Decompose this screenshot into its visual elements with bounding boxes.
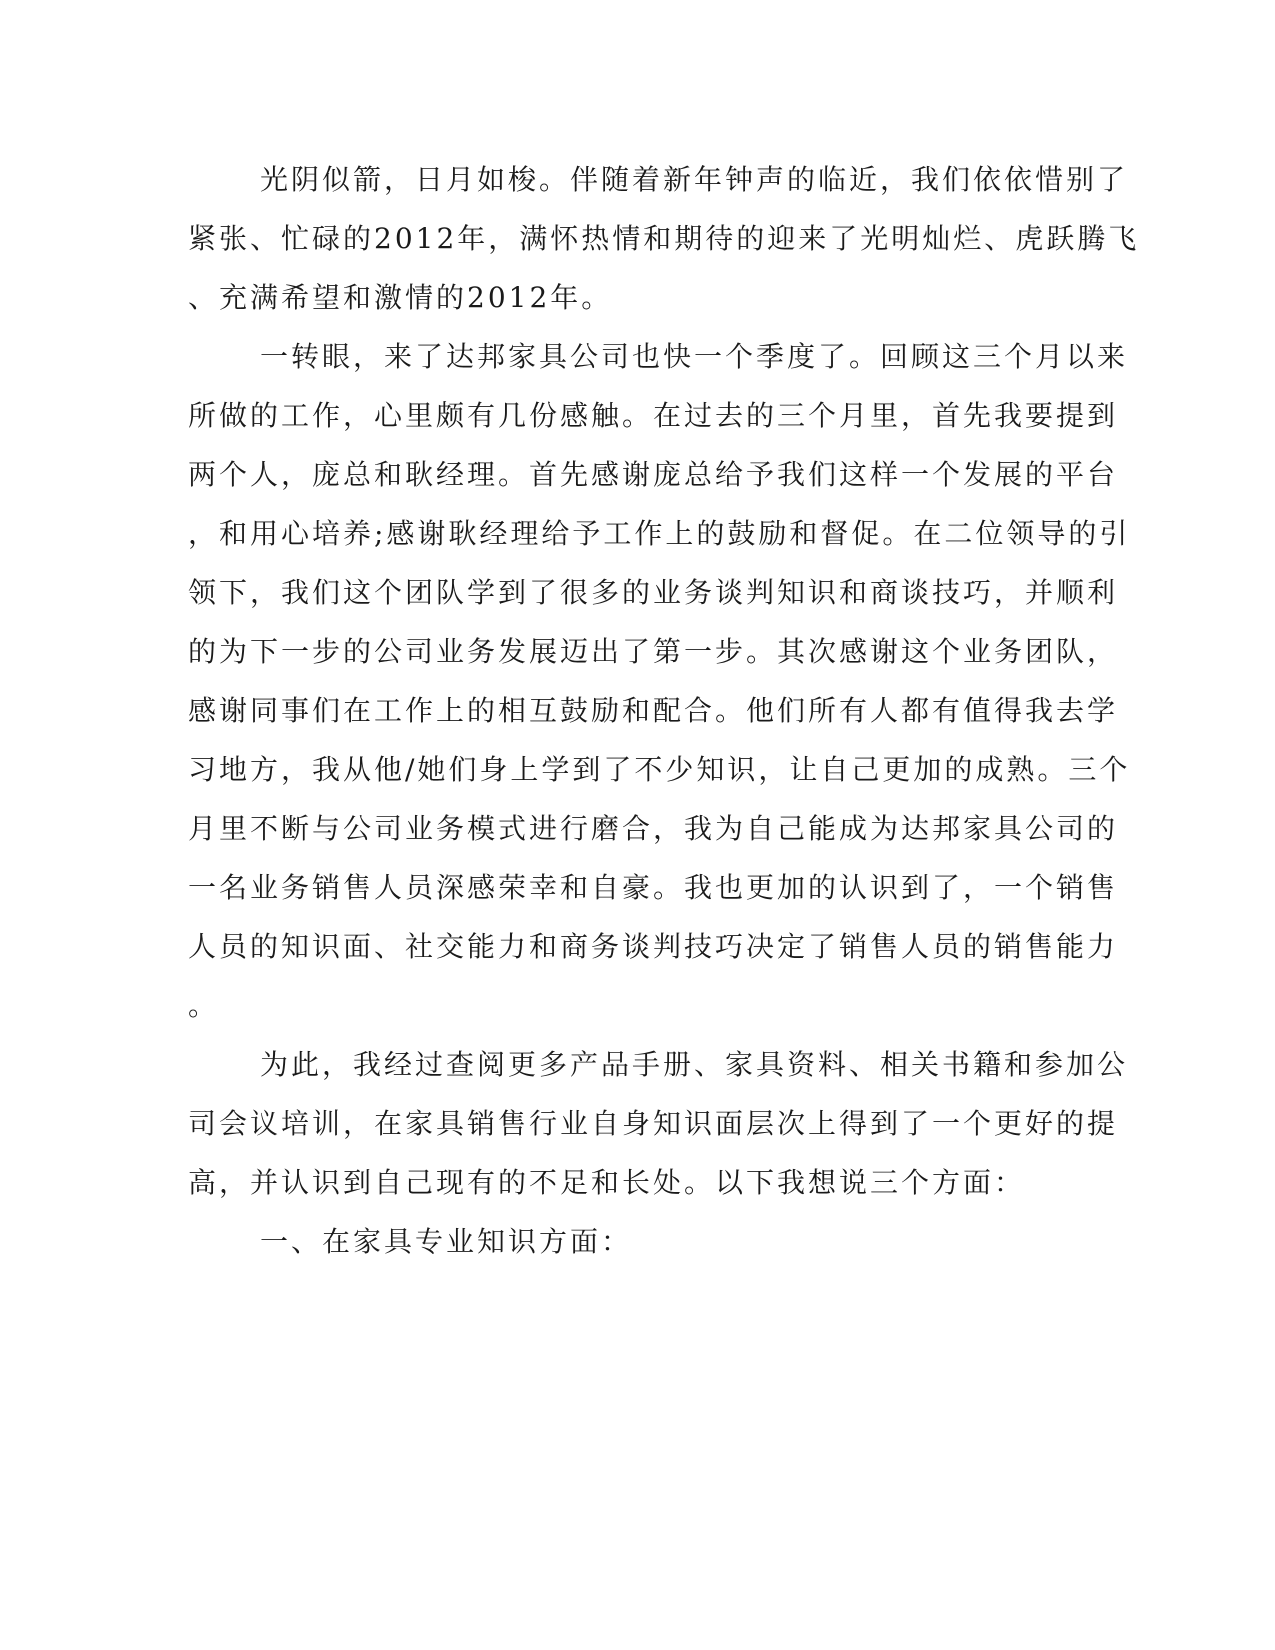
paragraph-2-line-6: 的为下一步的公司业务发展迈出了第一步。其次感谢这个业务团队， <box>188 635 1119 668</box>
paragraph-2-line-4: ，和用心培养;感谢耿经理给予工作上的鼓励和督促。在二位领导的引 <box>188 517 1131 550</box>
paragraph-2-line-10: 一名业务销售人员深感荣幸和自豪。我也更加的认识到了，一个销售 <box>188 871 1119 904</box>
paragraph-2-line-7: 感谢同事们在工作上的相互鼓励和配合。他们所有人都有值得我去学 <box>188 694 1119 727</box>
paragraph-1-line-1: 光阴似箭，日月如梭。伴随着新年钟声的临近，我们依依惜别了 <box>260 163 1129 196</box>
paragraph-3-line-2: 司会议培训，在家具销售行业自身知识面层次上得到了一个更好的提 <box>188 1107 1119 1140</box>
paragraph-2-line-12: 。 <box>188 989 220 1022</box>
paragraph-2-line-3: 两个人，庞总和耿经理。首先感谢庞总给予我们这样一个发展的平台 <box>188 458 1119 491</box>
section-heading-1: 一、在家具专业知识方面： <box>260 1225 633 1258</box>
paragraph-1-line-3: 、充满希望和激情的2012年。 <box>188 281 613 314</box>
paragraph-3-line-3: 高，并认识到自己现有的不足和长处。以下我想说三个方面： <box>188 1166 1026 1199</box>
paragraph-2-line-9: 月里不断与公司业务模式进行磨合，我为自己能成为达邦家具公司的 <box>188 812 1119 845</box>
paragraph-2-line-1: 一转眼，来了达邦家具公司也快一个季度了。回顾这三个月以来 <box>260 340 1129 373</box>
paragraph-2-line-8: 习地方，我从他/她们身上学到了不少知识，让自己更加的成熟。三个 <box>188 753 1131 786</box>
paragraph-2-line-2: 所做的工作，心里颇有几份感触。在过去的三个月里，首先我要提到 <box>188 399 1119 432</box>
paragraph-2-line-5: 领下，我们这个团队学到了很多的业务谈判知识和商谈技巧，并顺利 <box>188 576 1119 609</box>
paragraph-3-line-1: 为此，我经过查阅更多产品手册、家具资料、相关书籍和参加公 <box>260 1048 1129 1081</box>
paragraph-2-line-11: 人员的知识面、社交能力和商务谈判技巧决定了销售人员的销售能力 <box>188 930 1119 963</box>
paragraph-1-line-2: 紧张、忙碌的2012年，满怀热情和期待的迎来了光明灿烂、虎跃腾飞 <box>188 222 1140 255</box>
